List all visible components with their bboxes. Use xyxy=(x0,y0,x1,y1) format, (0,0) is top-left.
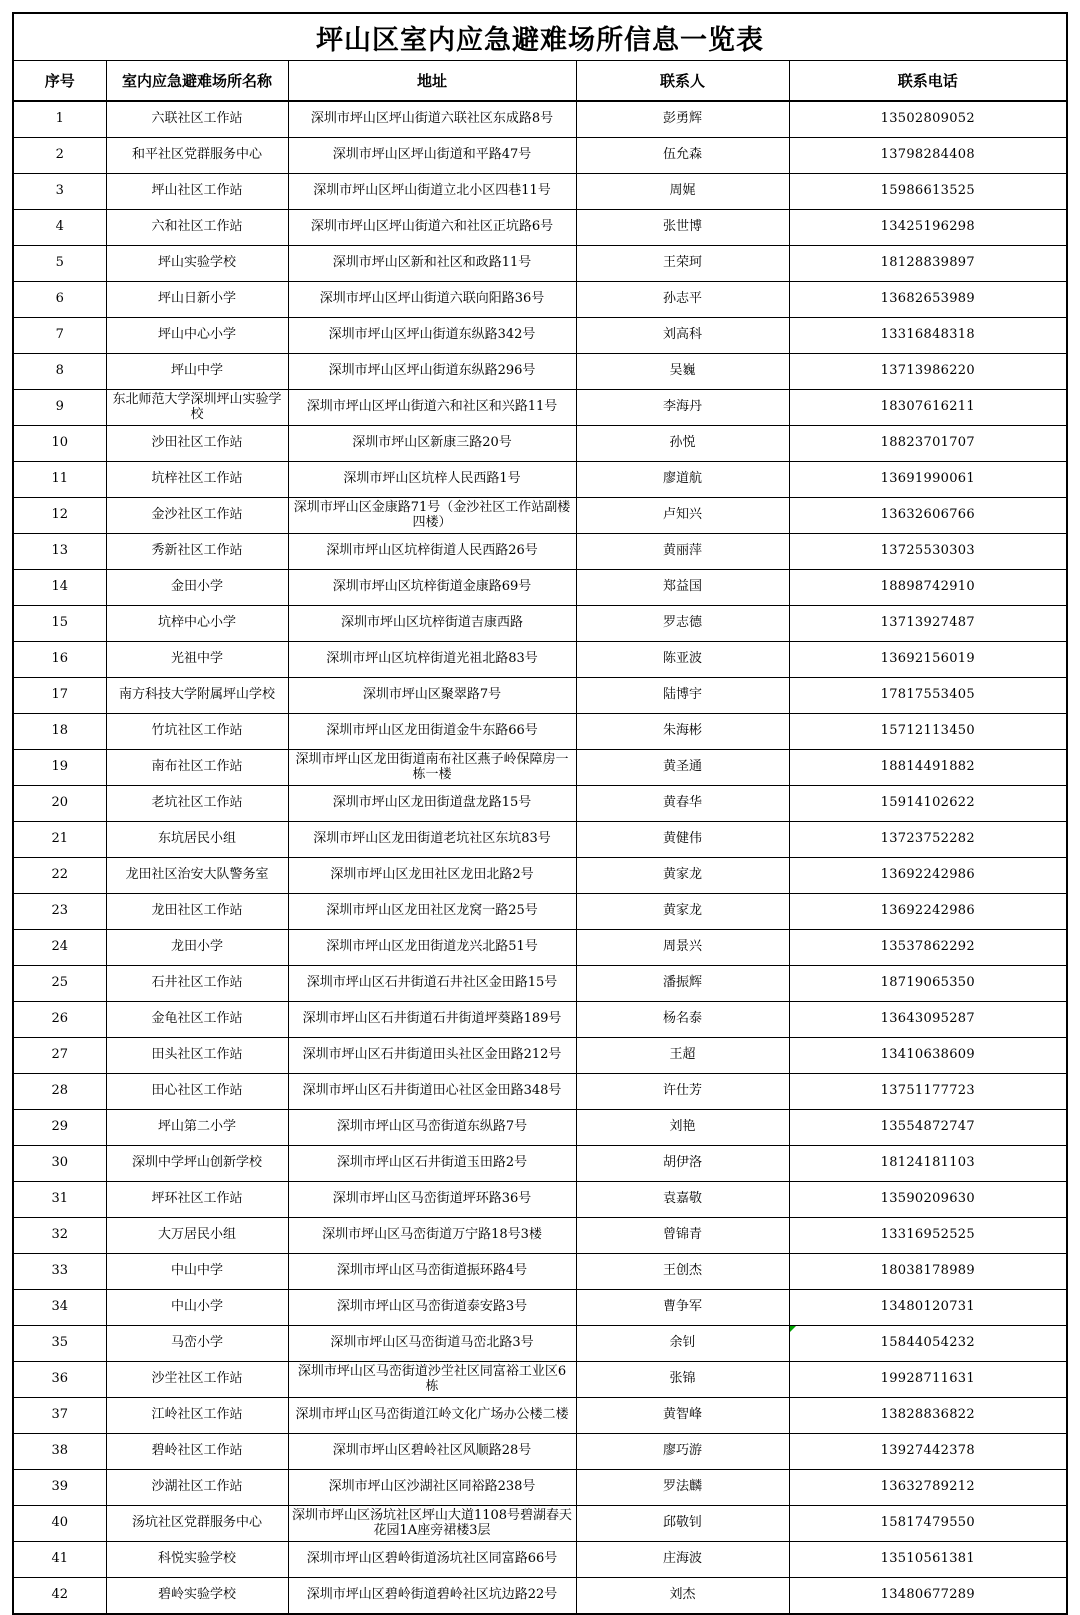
cell-contact: 李海丹 xyxy=(576,390,789,426)
cell-contact: 黄智峰 xyxy=(576,1398,789,1434)
table-row xyxy=(13,1362,1067,1398)
cell-contact: 杨名泰 xyxy=(576,1002,789,1038)
cell-index: 8 xyxy=(13,354,106,390)
cell-address: 深圳市坪山区坑梓人民西路1号 xyxy=(288,462,576,498)
cell-address: 深圳市坪山区龙田街道金牛东路66号 xyxy=(288,714,576,750)
table-row xyxy=(13,1326,1067,1362)
cell-name: 六联社区工作站 xyxy=(106,101,288,138)
table-row xyxy=(13,138,1067,174)
column-header-phone: 联系电话 xyxy=(789,61,1067,102)
table-row xyxy=(13,1542,1067,1578)
cell-phone: 13410638609 xyxy=(789,1038,1067,1074)
header-row xyxy=(13,61,1067,102)
cell-phone: 15986613525 xyxy=(789,174,1067,210)
cell-index: 24 xyxy=(13,930,106,966)
cell-name: 坑梓中心小学 xyxy=(106,606,288,642)
table-row xyxy=(13,282,1067,318)
cell-phone: 13692242986 xyxy=(789,894,1067,930)
cell-contact: 王创杰 xyxy=(576,1254,789,1290)
cell-address: 深圳市坪山区马峦街道马峦北路3号 xyxy=(288,1326,576,1362)
cell-phone: 18038178989 xyxy=(789,1254,1067,1290)
table-row xyxy=(13,858,1067,894)
cell-phone: 13692156019 xyxy=(789,642,1067,678)
cell-address: 深圳市坪山区沙湖社区同裕路238号 xyxy=(288,1470,576,1506)
cell-contact: 周景兴 xyxy=(576,930,789,966)
cell-phone: 13725530303 xyxy=(789,534,1067,570)
cell-index: 31 xyxy=(13,1182,106,1218)
table-row xyxy=(13,714,1067,750)
cell-address: 深圳市坪山区新康三路20号 xyxy=(288,426,576,462)
cell-contact: 黄家龙 xyxy=(576,858,789,894)
cell-index: 12 xyxy=(13,498,106,534)
cell-index: 41 xyxy=(13,1542,106,1578)
cell-index: 36 xyxy=(13,1362,106,1398)
cell-index: 2 xyxy=(13,138,106,174)
cell-address: 深圳市坪山区坪山街道六联社区东成路8号 xyxy=(288,101,576,138)
table-row xyxy=(13,1290,1067,1326)
cell-contact: 刘杰 xyxy=(576,1578,789,1615)
cell-contact: 潘振辉 xyxy=(576,966,789,1002)
cell-phone: 13798284408 xyxy=(789,138,1067,174)
cell-address: 深圳市坪山区马峦街道振环路4号 xyxy=(288,1254,576,1290)
cell-name: 坪山社区工作站 xyxy=(106,174,288,210)
cell-contact: 黄家龙 xyxy=(576,894,789,930)
cell-name: 大万居民小组 xyxy=(106,1218,288,1254)
cell-name: 坪山日新小学 xyxy=(106,282,288,318)
table-row xyxy=(13,534,1067,570)
cell-address: 深圳市坪山区龙田街道龙兴北路51号 xyxy=(288,930,576,966)
cell-contact: 罗法麟 xyxy=(576,1470,789,1506)
cell-address: 深圳市坪山区石井街道玉田路2号 xyxy=(288,1146,576,1182)
cell-name: 老坑社区工作站 xyxy=(106,786,288,822)
cell-index: 42 xyxy=(13,1578,106,1615)
cell-phone: 13691990061 xyxy=(789,462,1067,498)
cell-contact: 张世博 xyxy=(576,210,789,246)
cell-phone: 13643095287 xyxy=(789,1002,1067,1038)
cell-phone: 13425196298 xyxy=(789,210,1067,246)
cell-address: 深圳市坪山区石井街道田心社区金田路348号 xyxy=(288,1074,576,1110)
cell-address: 深圳市坪山区马峦街道泰安路3号 xyxy=(288,1290,576,1326)
cell-address: 深圳市坪山区坑梓街道金康路69号 xyxy=(288,570,576,606)
cell-name: 南方科技大学附属坪山学校 xyxy=(106,678,288,714)
cell-flag-marker xyxy=(790,1326,796,1332)
cell-contact: 张锦 xyxy=(576,1362,789,1398)
cell-index: 39 xyxy=(13,1470,106,1506)
cell-contact: 彭勇辉 xyxy=(576,101,789,138)
cell-index: 15 xyxy=(13,606,106,642)
cell-address: 深圳市坪山区坪山街道立北小区四巷11号 xyxy=(288,174,576,210)
cell-index: 33 xyxy=(13,1254,106,1290)
cell-address: 深圳市坪山区石井街道石井街道坪葵路189号 xyxy=(288,1002,576,1038)
cell-phone: 13713927487 xyxy=(789,606,1067,642)
cell-index: 38 xyxy=(13,1434,106,1470)
table-row xyxy=(13,1398,1067,1434)
cell-phone: 13723752282 xyxy=(789,822,1067,858)
cell-contact: 陈亚波 xyxy=(576,642,789,678)
cell-name: 沙坣社区工作站 xyxy=(106,1362,288,1398)
cell-name: 坪山第二小学 xyxy=(106,1110,288,1146)
cell-index: 10 xyxy=(13,426,106,462)
cell-name: 光祖中学 xyxy=(106,642,288,678)
cell-name: 坪山中学 xyxy=(106,354,288,390)
cell-index: 1 xyxy=(13,101,106,138)
cell-contact: 陆博宇 xyxy=(576,678,789,714)
cell-address: 深圳市坪山区坪山街道六联向阳路36号 xyxy=(288,282,576,318)
cell-phone: 13554872747 xyxy=(789,1110,1067,1146)
cell-phone: 18814491882 xyxy=(789,750,1067,786)
cell-contact: 曹争军 xyxy=(576,1290,789,1326)
cell-name: 竹坑社区工作站 xyxy=(106,714,288,750)
cell-index: 26 xyxy=(13,1002,106,1038)
cell-index: 19 xyxy=(13,750,106,786)
cell-phone: 13632606766 xyxy=(789,498,1067,534)
cell-phone: 18124181103 xyxy=(789,1146,1067,1182)
cell-phone: 13692242986 xyxy=(789,858,1067,894)
cell-contact: 刘艳 xyxy=(576,1110,789,1146)
cell-index: 14 xyxy=(13,570,106,606)
table-row xyxy=(13,1578,1067,1615)
table-row xyxy=(13,1074,1067,1110)
table-row xyxy=(13,1002,1067,1038)
cell-address: 深圳市坪山区坑梓街道光祖北路83号 xyxy=(288,642,576,678)
cell-name: 六和社区工作站 xyxy=(106,210,288,246)
table-row xyxy=(13,966,1067,1002)
cell-index: 27 xyxy=(13,1038,106,1074)
cell-phone: 13316952525 xyxy=(789,1218,1067,1254)
cell-address: 深圳市坪山区坑梓街道人民西路26号 xyxy=(288,534,576,570)
column-header-index: 序号 xyxy=(13,61,106,102)
cell-address: 深圳市坪山区龙田街道南布社区燕子岭保障房一栋一楼 xyxy=(288,750,576,786)
cell-contact: 伍允森 xyxy=(576,138,789,174)
cell-phone: 19928711631 xyxy=(789,1362,1067,1398)
cell-name: 深圳中学坪山创新学校 xyxy=(106,1146,288,1182)
cell-name: 坪山实验学校 xyxy=(106,246,288,282)
cell-address: 深圳市坪山区龙田街道盘龙路15号 xyxy=(288,786,576,822)
cell-contact: 袁嘉敬 xyxy=(576,1182,789,1218)
cell-phone: 13682653989 xyxy=(789,282,1067,318)
cell-phone: 15844054232 xyxy=(789,1326,1067,1362)
table-row xyxy=(13,750,1067,786)
cell-contact: 孙志平 xyxy=(576,282,789,318)
table-row xyxy=(13,1038,1067,1074)
table-row xyxy=(13,930,1067,966)
table-row xyxy=(13,1110,1067,1146)
cell-contact: 孙悦 xyxy=(576,426,789,462)
cell-address: 深圳市坪山区马峦街道万宁路18号3楼 xyxy=(288,1218,576,1254)
cell-index: 13 xyxy=(13,534,106,570)
cell-contact: 卢知兴 xyxy=(576,498,789,534)
cell-contact: 黄圣通 xyxy=(576,750,789,786)
cell-phone: 13713986220 xyxy=(789,354,1067,390)
table-row xyxy=(13,101,1067,138)
table-row xyxy=(13,1146,1067,1182)
table-title: 坪山区室内应急避难场所信息一览表 xyxy=(13,13,1067,61)
cell-phone: 13590209630 xyxy=(789,1182,1067,1218)
cell-name: 秀新社区工作站 xyxy=(106,534,288,570)
cell-address: 深圳市坪山区石井街道石井社区金田路15号 xyxy=(288,966,576,1002)
cell-contact: 罗志德 xyxy=(576,606,789,642)
cell-address: 深圳市坪山区坑梓街道吉康西路 xyxy=(288,606,576,642)
cell-name: 科悦实验学校 xyxy=(106,1542,288,1578)
table-row xyxy=(13,642,1067,678)
cell-address: 深圳市坪山区金康路71号（金沙社区工作站副楼四楼） xyxy=(288,498,576,534)
cell-contact: 吴巍 xyxy=(576,354,789,390)
cell-phone: 18719065350 xyxy=(789,966,1067,1002)
cell-name: 东北师范大学深圳坪山实验学校 xyxy=(106,390,288,426)
cell-index: 34 xyxy=(13,1290,106,1326)
table-row xyxy=(13,786,1067,822)
cell-contact: 廖道航 xyxy=(576,462,789,498)
cell-name: 坪环社区工作站 xyxy=(106,1182,288,1218)
table-row xyxy=(13,1434,1067,1470)
cell-index: 25 xyxy=(13,966,106,1002)
cell-address: 深圳市坪山区马峦街道沙坣社区同富裕工业区6栋 xyxy=(288,1362,576,1398)
cell-address: 深圳市坪山区新和社区和政路11号 xyxy=(288,246,576,282)
column-header-contact: 联系人 xyxy=(576,61,789,102)
cell-phone: 13480120731 xyxy=(789,1290,1067,1326)
cell-phone: 18128839897 xyxy=(789,246,1067,282)
table-row xyxy=(13,174,1067,210)
table-row xyxy=(13,1182,1067,1218)
cell-index: 5 xyxy=(13,246,106,282)
table-row xyxy=(13,354,1067,390)
cell-contact: 王超 xyxy=(576,1038,789,1074)
cell-index: 20 xyxy=(13,786,106,822)
table-row xyxy=(13,498,1067,534)
cell-index: 18 xyxy=(13,714,106,750)
table-row xyxy=(13,822,1067,858)
cell-name: 沙田社区工作站 xyxy=(106,426,288,462)
cell-index: 29 xyxy=(13,1110,106,1146)
cell-name: 汤坑社区党群服务中心 xyxy=(106,1506,288,1542)
cell-phone: 13632789212 xyxy=(789,1470,1067,1506)
table-row xyxy=(13,1470,1067,1506)
table-row xyxy=(13,678,1067,714)
cell-index: 9 xyxy=(13,390,106,426)
cell-index: 3 xyxy=(13,174,106,210)
table-row xyxy=(13,1254,1067,1290)
table-row xyxy=(13,318,1067,354)
cell-name: 中山中学 xyxy=(106,1254,288,1290)
cell-index: 23 xyxy=(13,894,106,930)
cell-name: 碧岭社区工作站 xyxy=(106,1434,288,1470)
cell-phone: 17817553405 xyxy=(789,678,1067,714)
cell-name: 石井社区工作站 xyxy=(106,966,288,1002)
cell-phone: 13537862292 xyxy=(789,930,1067,966)
cell-contact: 朱海彬 xyxy=(576,714,789,750)
cell-index: 22 xyxy=(13,858,106,894)
cell-phone: 13927442378 xyxy=(789,1434,1067,1470)
cell-contact: 周娓 xyxy=(576,174,789,210)
cell-name: 龙田社区工作站 xyxy=(106,894,288,930)
cell-index: 11 xyxy=(13,462,106,498)
cell-address: 深圳市坪山区马峦街道东纵路7号 xyxy=(288,1110,576,1146)
cell-phone: 15712113450 xyxy=(789,714,1067,750)
cell-contact: 余钊 xyxy=(576,1326,789,1362)
table-row xyxy=(13,1506,1067,1542)
cell-name: 东坑居民小组 xyxy=(106,822,288,858)
table-row xyxy=(13,570,1067,606)
cell-address: 深圳市坪山区坪山街道东纵路342号 xyxy=(288,318,576,354)
cell-index: 40 xyxy=(13,1506,106,1542)
column-header-name: 室内应急避难场所名称 xyxy=(106,61,288,102)
cell-address: 深圳市坪山区坪山街道和平路47号 xyxy=(288,138,576,174)
cell-address: 深圳市坪山区龙田社区龙田北路2号 xyxy=(288,858,576,894)
table-row xyxy=(13,246,1067,282)
cell-index: 35 xyxy=(13,1326,106,1362)
cell-contact: 庄海波 xyxy=(576,1542,789,1578)
cell-contact: 胡伊洛 xyxy=(576,1146,789,1182)
cell-phone: 13502809052 xyxy=(789,101,1067,138)
cell-contact: 刘高科 xyxy=(576,318,789,354)
cell-address: 深圳市坪山区龙田街道老坑社区东坑83号 xyxy=(288,822,576,858)
cell-index: 16 xyxy=(13,642,106,678)
cell-contact: 邱敬钊 xyxy=(576,1506,789,1542)
cell-address: 深圳市坪山区碧岭街道碧岭社区坑边路22号 xyxy=(288,1578,576,1615)
cell-address: 深圳市坪山区碧岭社区风顺路28号 xyxy=(288,1434,576,1470)
cell-name: 坑梓社区工作站 xyxy=(106,462,288,498)
cell-address: 深圳市坪山区坪山街道东纵路296号 xyxy=(288,354,576,390)
title-row xyxy=(13,13,1067,61)
cell-phone: 13316848318 xyxy=(789,318,1067,354)
cell-phone: 13480677289 xyxy=(789,1578,1067,1615)
cell-name: 坪山中心小学 xyxy=(106,318,288,354)
cell-address: 深圳市坪山区坪山街道六和社区和兴路11号 xyxy=(288,390,576,426)
cell-phone: 13828836822 xyxy=(789,1398,1067,1434)
cell-name: 龙田社区治安大队警务室 xyxy=(106,858,288,894)
table-row xyxy=(13,390,1067,426)
cell-contact: 黄丽萍 xyxy=(576,534,789,570)
table-row xyxy=(13,1218,1067,1254)
table-row xyxy=(13,606,1067,642)
column-header-address: 地址 xyxy=(288,61,576,102)
cell-name: 田心社区工作站 xyxy=(106,1074,288,1110)
cell-phone: 18307616211 xyxy=(789,390,1067,426)
cell-address: 深圳市坪山区碧岭街道汤坑社区同富路66号 xyxy=(288,1542,576,1578)
cell-index: 32 xyxy=(13,1218,106,1254)
table-row xyxy=(13,894,1067,930)
cell-contact: 黄健伟 xyxy=(576,822,789,858)
cell-address: 深圳市坪山区马峦街道江岭文化广场办公楼二楼 xyxy=(288,1398,576,1434)
cell-name: 龙田小学 xyxy=(106,930,288,966)
cell-index: 7 xyxy=(13,318,106,354)
table-row xyxy=(13,210,1067,246)
cell-name: 田头社区工作站 xyxy=(106,1038,288,1074)
cell-name: 和平社区党群服务中心 xyxy=(106,138,288,174)
cell-index: 6 xyxy=(13,282,106,318)
cell-phone: 15817479550 xyxy=(789,1506,1067,1542)
cell-name: 南布社区工作站 xyxy=(106,750,288,786)
cell-address: 深圳市坪山区聚翠路7号 xyxy=(288,678,576,714)
cell-phone: 18898742910 xyxy=(789,570,1067,606)
cell-contact: 黄春华 xyxy=(576,786,789,822)
cell-address: 深圳市坪山区坪山街道六和社区正坑路6号 xyxy=(288,210,576,246)
cell-index: 30 xyxy=(13,1146,106,1182)
cell-index: 28 xyxy=(13,1074,106,1110)
cell-address: 深圳市坪山区龙田社区龙窝一路25号 xyxy=(288,894,576,930)
cell-name: 江岭社区工作站 xyxy=(106,1398,288,1434)
cell-contact: 曾锦青 xyxy=(576,1218,789,1254)
cell-index: 4 xyxy=(13,210,106,246)
cell-name: 金龟社区工作站 xyxy=(106,1002,288,1038)
cell-name: 沙湖社区工作站 xyxy=(106,1470,288,1506)
cell-contact: 王荣珂 xyxy=(576,246,789,282)
cell-index: 17 xyxy=(13,678,106,714)
cell-name: 金沙社区工作站 xyxy=(106,498,288,534)
cell-address: 深圳市坪山区石井街道田头社区金田路212号 xyxy=(288,1038,576,1074)
cell-name: 碧岭实验学校 xyxy=(106,1578,288,1615)
cell-index: 21 xyxy=(13,822,106,858)
cell-name: 马峦小学 xyxy=(106,1326,288,1362)
table-row xyxy=(13,462,1067,498)
cell-phone: 18823701707 xyxy=(789,426,1067,462)
cell-contact: 郑益国 xyxy=(576,570,789,606)
cell-address: 深圳市坪山区汤坑社区坪山大道1108号碧湖春天花园1A座旁裙楼3层 xyxy=(288,1506,576,1542)
shelter-info-table xyxy=(12,12,1068,1615)
cell-phone: 13510561381 xyxy=(789,1542,1067,1578)
cell-name: 金田小学 xyxy=(106,570,288,606)
cell-contact: 许仕芳 xyxy=(576,1074,789,1110)
cell-name: 中山小学 xyxy=(106,1290,288,1326)
cell-phone: 15914102622 xyxy=(789,786,1067,822)
cell-contact: 廖巧游 xyxy=(576,1434,789,1470)
cell-index: 37 xyxy=(13,1398,106,1434)
cell-address: 深圳市坪山区马峦街道坪环路36号 xyxy=(288,1182,576,1218)
table-row xyxy=(13,426,1067,462)
cell-phone: 13751177723 xyxy=(789,1074,1067,1110)
